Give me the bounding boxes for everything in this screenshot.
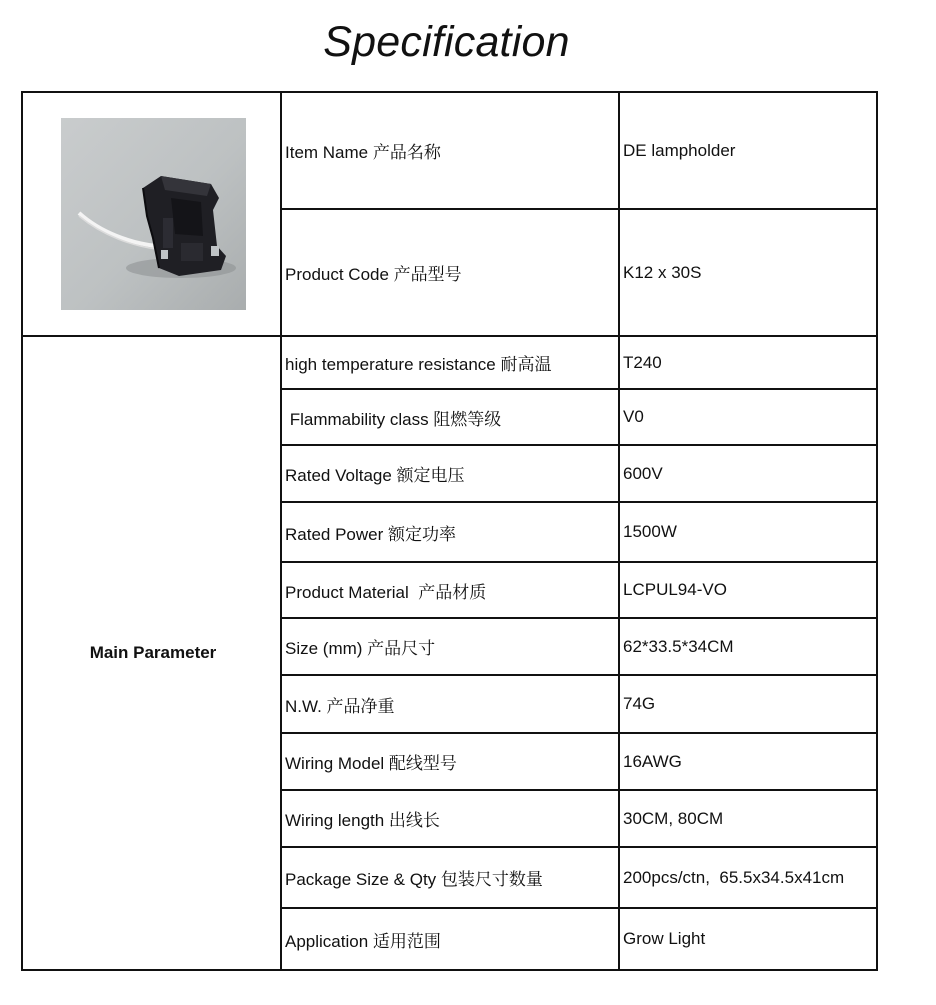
spec-name: Rated Voltage 额定电压 [281, 445, 619, 502]
spec-name: Application 适用范围 [281, 908, 619, 970]
spec-value: Grow Light [619, 908, 877, 970]
product-image-cell [22, 92, 281, 336]
spec-name: N.W. 产品净重 [281, 675, 619, 733]
spec-name: Size (mm) 产品尺寸 [281, 618, 619, 675]
spec-name: Wiring Model 配线型号 [281, 733, 619, 790]
spec-value: 62*33.5*34CM [619, 618, 877, 675]
spec-value: 600V [619, 445, 877, 502]
spec-value: 16AWG [619, 733, 877, 790]
spec-name: Item Name 产品名称 [281, 92, 619, 209]
spec-value: DE lampholder [619, 92, 877, 209]
spec-name: Wiring length 出线长 [281, 790, 619, 847]
spec-value: T240 [619, 336, 877, 389]
spec-name: Rated Power 额定功率 [281, 502, 619, 562]
main-parameter-label: Main Parameter [22, 336, 281, 970]
spec-name: Product Code 产品型号 [281, 209, 619, 336]
table-row [22, 92, 877, 209]
spec-name: Flammability class 阻燃等级 [281, 389, 619, 445]
table-row [22, 336, 877, 389]
spec-value: 74G [619, 675, 877, 733]
spec-name: Product Material 产品材质 [281, 562, 619, 618]
page-title: Specification [323, 18, 570, 66]
spec-value: 200pcs/ctn, 65.5x34.5x41cm [619, 847, 877, 908]
spec-value: V0 [619, 389, 877, 445]
spec-value: 1500W [619, 502, 877, 562]
spec-name: high temperature resistance 耐高温 [281, 336, 619, 389]
spec-name: Package Size & Qty 包装尺寸数量 [281, 847, 619, 908]
product-photo [61, 118, 246, 310]
spec-value: 30CM, 80CM [619, 790, 877, 847]
spec-table [21, 91, 878, 971]
spec-value: K12 x 30S [619, 209, 877, 336]
spec-value: LCPUL94-VO [619, 562, 877, 618]
